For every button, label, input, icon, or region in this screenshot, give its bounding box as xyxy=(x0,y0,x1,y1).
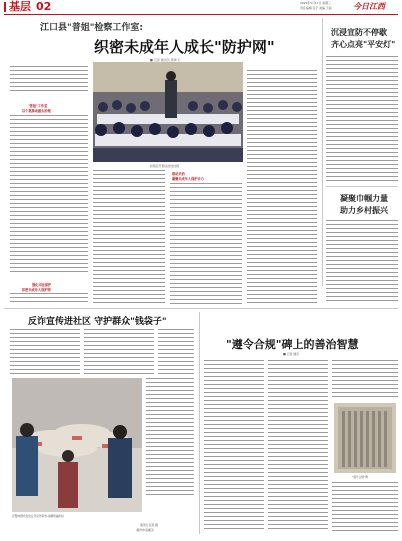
masthead-bar xyxy=(4,2,6,12)
bottom-left-body-3 xyxy=(158,329,194,375)
page-number: 02 xyxy=(36,0,52,13)
bottom-right-headline: "遵令合规"碑上的善治智慧 xyxy=(226,338,359,351)
top-story-col3-body xyxy=(170,183,242,304)
brand-logo: 今日江西 xyxy=(353,2,385,11)
police-photo-caption: 民警向群众发放反诈宣传资料,讲解防骗知识 xyxy=(12,514,65,518)
top-story-col1-body2 xyxy=(10,293,88,305)
top-story-subhead-2: 强化司法保护 xyxy=(32,283,52,287)
bottom-right-body-2 xyxy=(268,360,328,532)
top-story-byline: ■ 记者 通讯员 曾建飞 xyxy=(150,58,180,62)
bottom-right-body-1 xyxy=(204,360,264,532)
issue-date: 2023年5月17日 星期三 xyxy=(300,1,331,5)
editor-credit: 责任编辑 张宇 美编 王丽 xyxy=(300,6,332,10)
bottom-right-body-4 xyxy=(332,482,398,532)
bottom-left-body-4 xyxy=(146,378,194,498)
bottom-right-byline: ■ 记者 通讯 xyxy=(283,352,300,356)
top-story-col1-body xyxy=(10,115,88,275)
bottom-vertical-divider xyxy=(199,312,200,534)
right-top-headline-2: 齐心点亮"平安灯" xyxy=(331,40,396,49)
police-photo xyxy=(12,378,142,512)
bottom-left-body-1 xyxy=(10,329,80,375)
column-divider-right xyxy=(322,18,323,286)
top-story-subhead-1b: 以个案推动源头治理 xyxy=(22,109,51,113)
right-mid-body xyxy=(326,220,398,304)
masthead xyxy=(0,0,402,14)
top-story-subhead-3b: 凝聚未成年人保护合力 xyxy=(172,177,204,181)
classroom-photo-caption: 检察官开展法治进校园 xyxy=(150,164,180,168)
right-divider xyxy=(326,186,398,187)
right-top-body xyxy=(326,56,398,182)
classroom-photo xyxy=(93,62,243,162)
top-story-col2-body xyxy=(93,170,165,304)
top-story-col1-intro xyxy=(10,66,88,94)
section-title: 基层 xyxy=(9,0,31,13)
stone-tablet-caption: "遵令合规"碑 xyxy=(352,475,368,479)
mid-page-divider xyxy=(4,308,398,309)
right-mid-headline-1: 凝聚巾帼力量 xyxy=(340,194,388,203)
top-story-col4-body xyxy=(247,70,317,304)
police-photo-credit-2: (赣州市南康区) xyxy=(136,528,155,532)
bottom-left-body-2 xyxy=(84,329,154,375)
top-story-kicker: 江口县"普姐"检察工作室: xyxy=(40,23,143,33)
top-story-subhead-2b: 织密未成年人保护网 xyxy=(22,288,51,292)
right-mid-headline-2: 助力乡村振兴 xyxy=(340,206,388,215)
bottom-left-headline: 反诈宣传进社区 守护群众"钱袋子" xyxy=(28,317,167,327)
top-story-headline: 织密未成年人成长"防护网" xyxy=(94,38,275,56)
masthead-rule xyxy=(4,14,398,15)
stone-tablet-photo xyxy=(334,403,396,473)
police-photo-credit: 通讯员 张燕 摄 xyxy=(140,523,158,527)
top-story-subhead-3: 联动共治 xyxy=(172,172,185,176)
right-top-headline-1: 沉浸宣防不停歇 xyxy=(331,28,387,37)
bottom-right-body-3 xyxy=(332,360,398,400)
top-story-subhead-1: "普姐"工作室 xyxy=(28,104,48,108)
